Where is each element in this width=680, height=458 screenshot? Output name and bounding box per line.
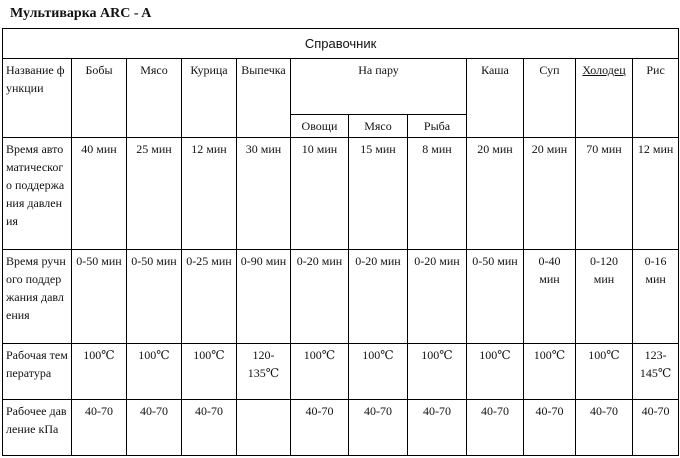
reference-table <box>2 28 679 456</box>
row-label-working-temperature: Рабочая температура <box>3 344 72 400</box>
table-cell: 8 мин <box>408 138 467 250</box>
table-cell: 40-70 <box>408 400 467 456</box>
table-cell: 0-16 мин <box>633 250 679 344</box>
column-group-steam: На пару <box>291 59 467 115</box>
table-cell: 0-90 мин <box>237 250 291 344</box>
column-header-rice: Рис <box>633 59 679 138</box>
table-cell: 0-50 мин <box>467 250 524 344</box>
column-header-steam-meat: Мясо <box>349 115 408 138</box>
table-cell: 0-20 мин <box>291 250 349 344</box>
table-cell: 100℃ <box>524 344 576 400</box>
table-cell: 100℃ <box>72 344 127 400</box>
column-header-steam-fish: Рыба <box>408 115 467 138</box>
table-cell: 15 мин <box>349 138 408 250</box>
table-cell: 40-70 <box>72 400 127 456</box>
table-cell: 40-70 <box>127 400 182 456</box>
table-cell: 25 мин <box>127 138 182 250</box>
table-cell: 40-70 <box>467 400 524 456</box>
table-cell: 123-145℃ <box>633 344 679 400</box>
table-cell: 100℃ <box>349 344 408 400</box>
table-cell: 100℃ <box>467 344 524 400</box>
table-cell: 0-120 мин <box>576 250 633 344</box>
table-cell: 0-50 мин <box>127 250 182 344</box>
table-cell: 10 мин <box>291 138 349 250</box>
table-cell: 0-50 мин <box>72 250 127 344</box>
table-cell: 20 мин <box>467 138 524 250</box>
table-cell: 40-70 <box>291 400 349 456</box>
column-header-steam-vegetables: Овощи <box>291 115 349 138</box>
column-header-chicken: Курица <box>182 59 237 138</box>
column-header-cold: Холодец <box>576 59 633 138</box>
table-cell <box>237 400 291 456</box>
row-label-manual-pressure-time: Время ручного поддержания давления <box>3 250 72 344</box>
table-cell: 12 мин <box>633 138 679 250</box>
table-cell: 100℃ <box>182 344 237 400</box>
column-header-baking: Выпечка <box>237 59 291 138</box>
table-cell: 0-20 мин <box>408 250 467 344</box>
table-cell: 100℃ <box>127 344 182 400</box>
column-header-beans: Бобы <box>72 59 127 138</box>
table-caption: Справочник <box>3 29 679 59</box>
table-cell: 100℃ <box>408 344 467 400</box>
table-cell: 0-25 мин <box>182 250 237 344</box>
column-header-porridge: Каша <box>467 59 524 138</box>
row-header-function-name: Название функции <box>3 59 72 138</box>
table-cell: 40-70 <box>524 400 576 456</box>
table-cell: 0-20 мин <box>349 250 408 344</box>
column-header-soup: Суп <box>524 59 576 138</box>
column-header-meat: Мясо <box>127 59 182 138</box>
row-label-auto-pressure-time: Время автоматического поддержания давления <box>3 138 72 250</box>
table-cell: 40-70 <box>633 400 679 456</box>
table-cell: 20 мин <box>524 138 576 250</box>
table-cell: 70 мин <box>576 138 633 250</box>
table-cell: 0-40 мин <box>524 250 576 344</box>
table-cell: 12 мин <box>182 138 237 250</box>
table-cell: 100℃ <box>291 344 349 400</box>
document-title: Мультиварка ARC - A <box>10 6 152 21</box>
row-label-working-pressure: Рабочее давление кПа <box>3 400 72 456</box>
table-cell: 40-70 <box>576 400 633 456</box>
table-cell: 40-70 <box>182 400 237 456</box>
table-cell: 100℃ <box>576 344 633 400</box>
table-cell: 120-135℃ <box>237 344 291 400</box>
table-cell: 40 мин <box>72 138 127 250</box>
table-cell: 40-70 <box>349 400 408 456</box>
table-cell: 30 мин <box>237 138 291 250</box>
